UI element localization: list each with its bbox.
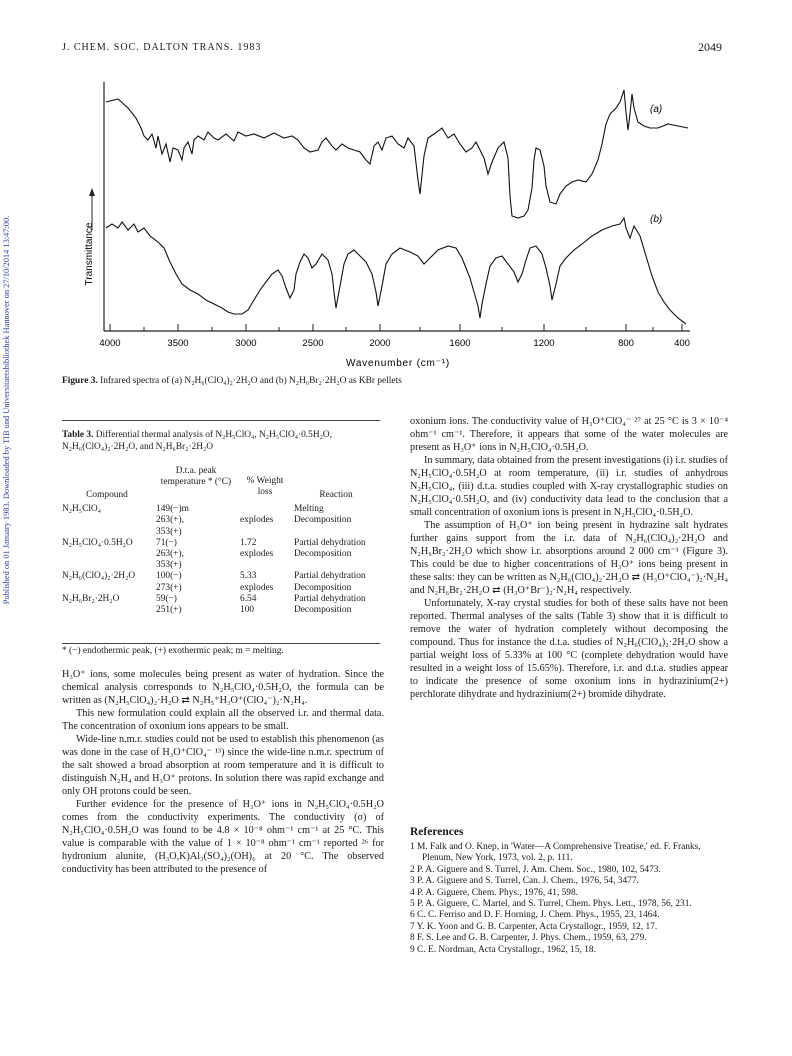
left-column: [62, 668, 384, 876]
table-title-number: Table 3.: [62, 430, 94, 440]
plot-frame: [104, 82, 690, 331]
tick-label-3000: 3000: [235, 338, 257, 349]
figure-caption: [62, 376, 722, 386]
paragraph: In summary, data obtained from the present investigations (i) i.r. studies of N₂H₅ClO₄·0.5H₂O at room temperature, (ii) i.r. studies of anhydrous N₂H₅ClO₄, (iii) d.t.a. studies coupled with X-ray crystallographic studies on N₂H₅ClO₄·0.5H₂O, and (iv) conductivity data lead to the conclusion that a small concentration of oxonium ions is present in N₂H₅ClO₄·0.5H₂O.: [410, 455, 728, 518]
table-row: N₂H₆Br₂·2H₂O 59(−) 6.54 Partial dehydration: [62, 593, 366, 604]
paragraph: Unfortunately, X-ray crystal studies for both of these salts have not been reported. Thermal analyses of the salts (Table 3) show that it is difficult to remove the water of hydration completely without decomposing the compound. Thus for instance the d.t.a. studies of N₂H₆(ClO₄)₂·2H₂O show a partial weight loss of 5.33% at 100 °C (complete dehydration would have resulted in a weight loss of 15.65%). Therefore, i.r. and d.t.a. studies appear to indicate the presence of some oxonium ions in hydrazinium(2+) perchlorate dihydrate and hydrazinium(2+) bromide dihydrate.: [410, 598, 728, 700]
reference-item: 9 C. E. Nordman, Acta Crystallogr., 1962, 15, 18.: [410, 944, 596, 955]
reference-item: 7 Y. K. Yoon and G. B. Carpenter, Acta Crystallogr., 1959, 12, 17.: [410, 921, 658, 932]
table-title: [62, 430, 382, 453]
header-weight-loss: % Weight loss: [246, 476, 284, 498]
reference-item: 1 M. Falk and O. Knep, in 'Water—A Comprehensive Treatise,' ed. F. Franks, Plenum, New York, 1973, vol. 2, p. 111.: [410, 842, 701, 864]
dta-table: [62, 466, 382, 616]
references-list: [410, 842, 728, 956]
journal-header: J. CHEM. SOC. DALTON TRANS. 1983: [62, 42, 262, 53]
paragraph: oxonium ions. The conductivity value of H₃O⁺ClO₄⁻ ²⁷ at 25 °C is 3 × 10⁻⁴ ohm⁻¹ cm⁻¹. Therefore, it appears that some of the water molecules are present as H₃O⁺ ions in N₂H₅ClO₄·0.5H₂O.: [410, 416, 728, 453]
table-row: N₂H₅ClO₄ 149(−)m Melting: [62, 504, 324, 515]
right-column: [410, 415, 728, 701]
tick-label-800: 800: [618, 338, 634, 349]
tick-label-3500: 3500: [167, 338, 189, 349]
table-row: 353(+): [156, 526, 182, 537]
table-header-row: [62, 466, 382, 501]
paragraph: H₃O⁺ ions, some molecules being present as water of hydration. Since the chemical analysis corresponds to N₂H₅ClO₄·0.5H₂O, the formula can be written as (N₂H₅ClO₄)₂·H₂O ⇄ N₂H₅⁺H₃O⁺(ClO₄⁻)₂·N₂H₄.: [62, 669, 384, 706]
tick-label-4000: 4000: [99, 338, 121, 349]
table-row: 353(+): [156, 560, 182, 571]
table-top-rule: [62, 420, 380, 421]
header-compound: Compound: [86, 490, 128, 500]
reference-item: 4 P. A. Giguere, Chem. Phys., 1976, 41, 598.: [410, 887, 578, 898]
table-row: 263(+), explodes Decomposition: [156, 549, 352, 560]
spectrum-b-label: (b): [650, 214, 663, 225]
table-row: 263(+), explodes Decomposition: [156, 515, 352, 526]
reference-item: 5 P. A. Giguere, C. Martel, and S. Turrel, Chem. Phys. Lett., 1978, 56, 231.: [410, 899, 692, 910]
table-row: N₂H₅ClO₄·0.5H₂O 71(−) 1.72 Partial dehydration: [62, 537, 366, 548]
table-title-text: Differential thermal analysis of N₂H₅ClO₄, N₂H₅ClO₄·0.5H₂O, N₂H₆(ClO₄)₂·2H₂O, and N₂H₆Br₂·2H₂O: [62, 430, 332, 452]
x-tick-labels: [99, 338, 690, 349]
x-axis-label: Wavenumber (cm⁻¹): [345, 358, 451, 369]
header-reaction: Reaction: [319, 490, 353, 500]
table-row: 251(+) 100 Decomposition: [156, 605, 352, 616]
tick-label-1200: 1200: [533, 338, 555, 349]
x-axis-ticks: [110, 324, 682, 331]
table-row: 273(+) explodes Decomposition: [156, 582, 352, 593]
y-axis-label: Transmittance: [84, 222, 95, 286]
spectrum-a-label: (a): [650, 104, 663, 115]
figure-caption-text: Infrared spectra of (a) N₂H₆(ClO₄)₂·2H₂O and (b) N₂H₆Br₂·2H₂O as KBr pellets: [100, 376, 402, 386]
figure-caption-number: Figure 3.: [62, 376, 98, 386]
paragraph: The assumption of H₃O⁺ ion being present in hydrazine salt hydrates further gains support from the i.r. data of N₂H₆(ClO₄)₂·2H₂O and N₂H₆Br₂·2H₂O which show i.r. absorptions around 2 000 cm⁻¹ (Figure 3). This could be due to higher concentrations of H₃O⁺ ions being present in these salts: they can be written as N₂H₆(ClO₄)₂·2H₂O ⇄ (H₃O⁺ClO₄⁻)₂·N₂H₄ and N₂H₆Br₂·2H₂O ⇄ (H₃O⁺Br⁻)₂·N₂H₄ respectively.: [410, 520, 728, 596]
ir-spectra-figure: [78, 78, 718, 378]
reference-item: 2 P. A. Giguere and S. Turrel, J. Am. Chem. Soc., 1980, 102, 5473.: [410, 864, 661, 875]
paragraph: This new formulation could explain all the observed i.r. and thermal data. The concentration of oxonium ions appears to be small.: [62, 708, 384, 732]
tick-label-2500: 2500: [302, 338, 324, 349]
side-download-note: Published on 01 January 1983. Downloaded by TIB und Universitaetsbibliothek Hannover on 27/10/2014 13:47:00.: [2, 215, 11, 605]
header-peak: D.t.a. peak temperature * (°C): [160, 466, 232, 488]
tick-label-1600: 1600: [449, 338, 471, 349]
references-heading: References: [410, 826, 464, 838]
reference-item: 8 F. S. Lee and G. B. Carpenter, J. Phys. Chem., 1959, 63, 279.: [410, 933, 647, 944]
paragraph: Wide-line n.m.r. studies could not be used to establish this phenomenon (as was done in the case of H₃O⁺ClO₄⁻ ¹³) since the wide-line n.m.r. spectrum of the salt showed a broad absorption at room temperature and it is difficult to distinguish N₂H₄ and H₃O⁺ protons. In solution there was rapid exchange and only OH protons could be seen.: [62, 734, 384, 797]
reference-item: 6 C. C. Ferriso and D. F. Horning, J. Chem. Phys., 1955, 23, 1464.: [410, 910, 660, 921]
tick-label-2000: 2000: [369, 338, 391, 349]
tick-label-400: 400: [674, 338, 690, 349]
table-row: N₂H₆(ClO₄)₂·2H₂O 100(−) 5.33 Partial dehydration: [62, 571, 366, 582]
spectrum-a: [106, 90, 688, 218]
spectrum-b: [106, 218, 686, 324]
paragraph: Further evidence for the presence of H₃O⁺ ions in N₂H₅ClO₄·0.5H₂O comes from the conductivity experiments. The conductivity (σ) of N₂H₅ClO₄·0.5H₂O was found to be 4.8 × 10⁻⁸ ohm⁻¹ cm⁻¹ at 25 °C. This value is comparable with the value of 1 × 10⁻⁸ ohm⁻¹ cm⁻¹ reported ²⁶ for hydronium alunite, (H₃O,K)Al₃(SO₄)₂(OH)₆ at 20 °C. The observed conductivity has been attributed to the presence of: [62, 799, 384, 875]
table-footnote: * (−) endothermic peak, (+) exothermic peak; m = melting.: [62, 643, 380, 656]
page-number: 2049: [698, 40, 722, 54]
reference-item: 3 P. A. Giguere and S. Turrel, Can. J. Chem., 1976, 54, 3477.: [410, 876, 639, 887]
